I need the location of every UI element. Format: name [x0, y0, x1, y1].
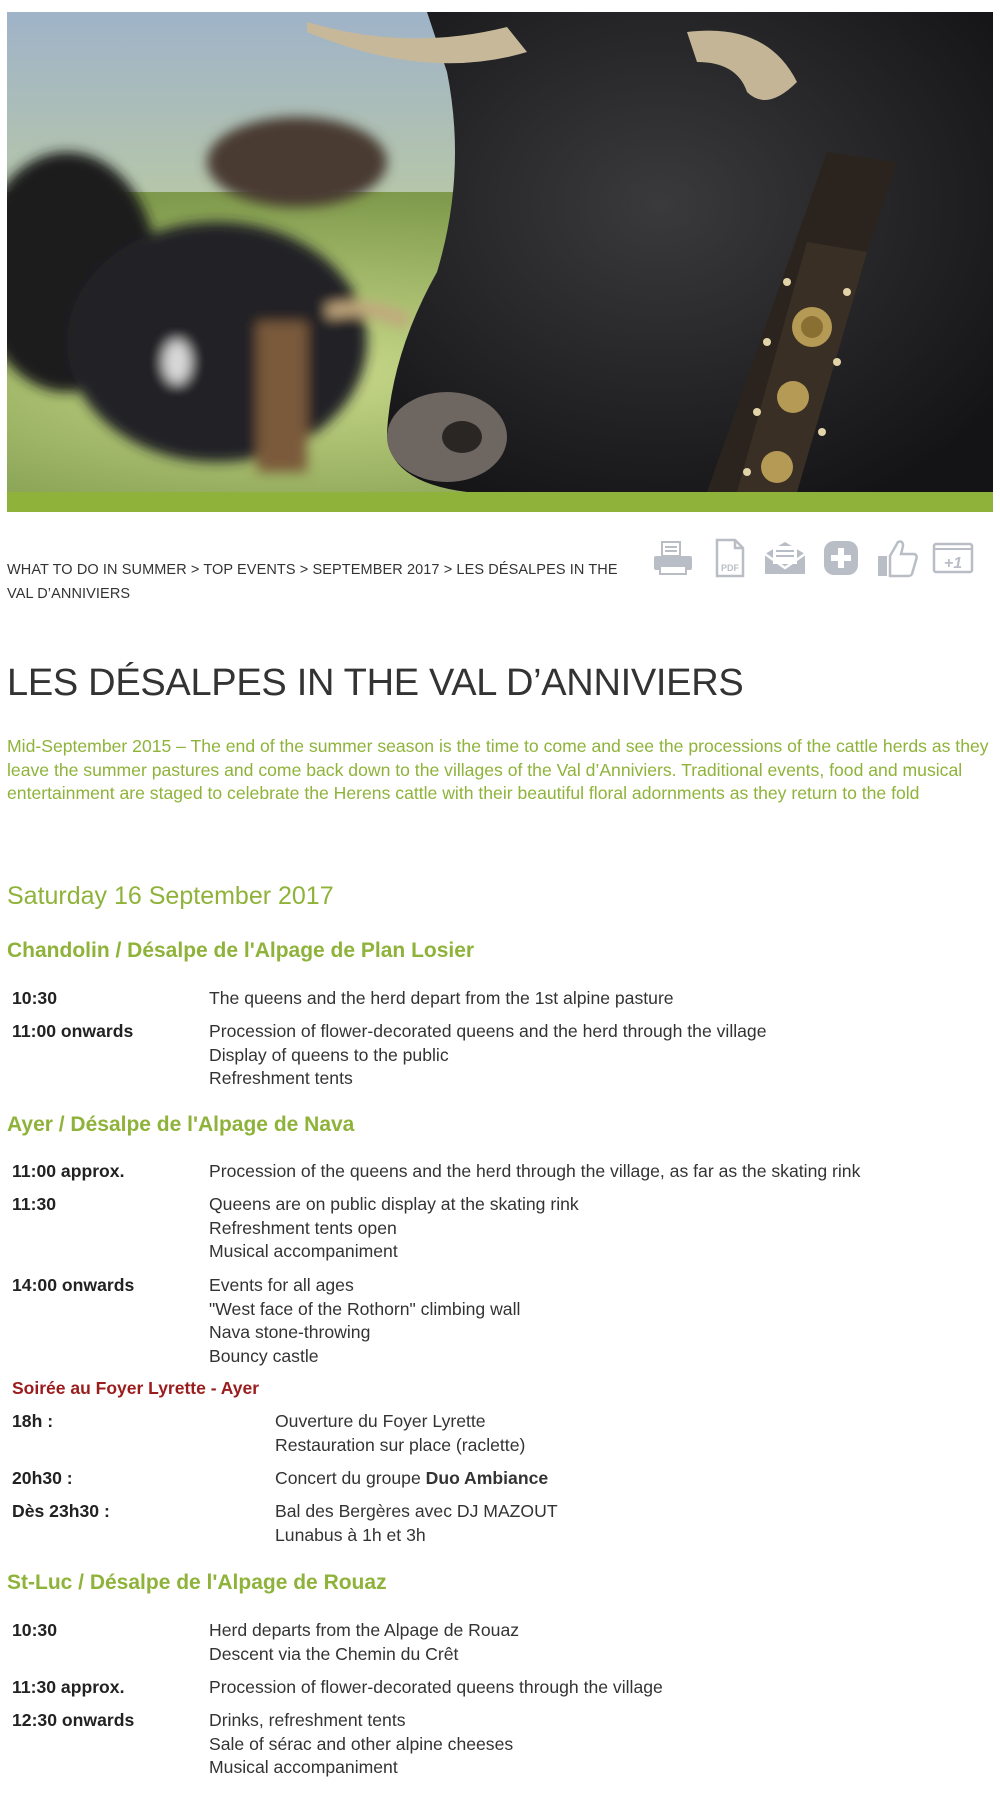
schedule-desc: Queens are on public display at the skating rink Refreshment tents open Musical accompaniment [209, 1194, 579, 1261]
breadcrumb[interactable]: WHAT TO DO IN SUMMER > TOP EVENTS > SEPTEMBER 2017 > LES DÉSALPES IN THE VAL D’ANNIVIERS [7, 562, 618, 602]
like-icon[interactable] [869, 536, 925, 580]
print-icon[interactable] [645, 536, 701, 580]
schedule-desc: Ouverture du Foyer Lyrette Restauration sur place (raclette) [275, 1411, 526, 1455]
schedule-desc: Herd departs from the Alpage de Rouaz Descent via the Chemin du Crêt [209, 1620, 520, 1664]
schedule-time: 11:30 approx. [12, 1677, 125, 1697]
schedule-desc: Drinks, refreshment tents Sale of sérac and other alpine cheeses Musical accompaniment [209, 1710, 514, 1777]
schedule-time: 10:30 [12, 988, 57, 1008]
section-title-chandolin: Chandolin / Désalpe de l'Alpage de Plan Losier [7, 939, 475, 962]
day-title: Saturday 16 September 2017 [7, 882, 334, 910]
schedule-desc: The queens and the herd depart from the 1st alpine pasture [209, 988, 674, 1008]
schedule-desc: Bal des Bergères avec DJ MAZOUT Lunabus à 1h et 3h [275, 1501, 558, 1545]
schedule-time: 10:30 [12, 1620, 57, 1640]
schedule-desc: Events for all ages "West face of the Rothorn" climbing wall Nava stone-throwing Bouncy castle [209, 1275, 521, 1366]
schedule-desc: Concert du groupe Duo Ambiance [275, 1468, 549, 1488]
schedule-time: 11:00 approx. [12, 1161, 125, 1181]
section-title-ayer: Ayer / Désalpe de l'Alpage de Nava [7, 1113, 355, 1136]
schedule-time: 12:30 onwards [12, 1710, 135, 1730]
intro-text: Mid-September 2015 – The end of the summer season is the time to come and see the processions of the cattle herds as they leave the summer pastures and come back down to the villages of the Val d’Anniviers. Traditional events, food and musical entertainment are staged to celebrate the Herens cattle with their beautiful floral adornments as they return to the fold [7, 736, 989, 803]
schedule-desc: Procession of the queens and the herd through the village, as far as the skating rink [209, 1161, 861, 1181]
page-title: LES DÉSALPES IN THE VAL D’ANNIVIERS [7, 662, 744, 704]
schedule-time: Dès 23h30 : [12, 1501, 110, 1521]
schedule-time: 20h30 : [12, 1468, 73, 1488]
subsection-title-soiree: Soirée au Foyer Lyrette - Ayer [12, 1378, 260, 1398]
share-toolbar [645, 536, 981, 580]
svg-text:PDF: PDF [721, 563, 739, 573]
schedule-time: 14:00 onwards [12, 1275, 135, 1295]
email-icon[interactable] [757, 536, 813, 580]
svg-text:+1: +1 [943, 555, 963, 572]
schedule-time: 11:00 onwards [12, 1021, 134, 1041]
add-icon[interactable] [813, 536, 869, 580]
schedule-desc: Procession of flower-decorated queens and the herd through the village Display of queens to the public Refreshment tents [209, 1021, 767, 1088]
band-name: Duo Ambiance [425, 1468, 549, 1488]
hero-accent-bar [7, 492, 993, 512]
schedule-time: 18h : [12, 1411, 54, 1431]
schedule-time: 11:30 [12, 1194, 57, 1214]
pdf-icon[interactable] [701, 536, 757, 580]
hero-image [7, 12, 993, 492]
section-title-st-luc: St-Luc / Désalpe de l'Alpage de Rouaz [7, 1571, 387, 1594]
schedule-desc: Procession of flower-decorated queens through the village [209, 1677, 663, 1697]
plus-one-icon[interactable] [925, 536, 981, 580]
